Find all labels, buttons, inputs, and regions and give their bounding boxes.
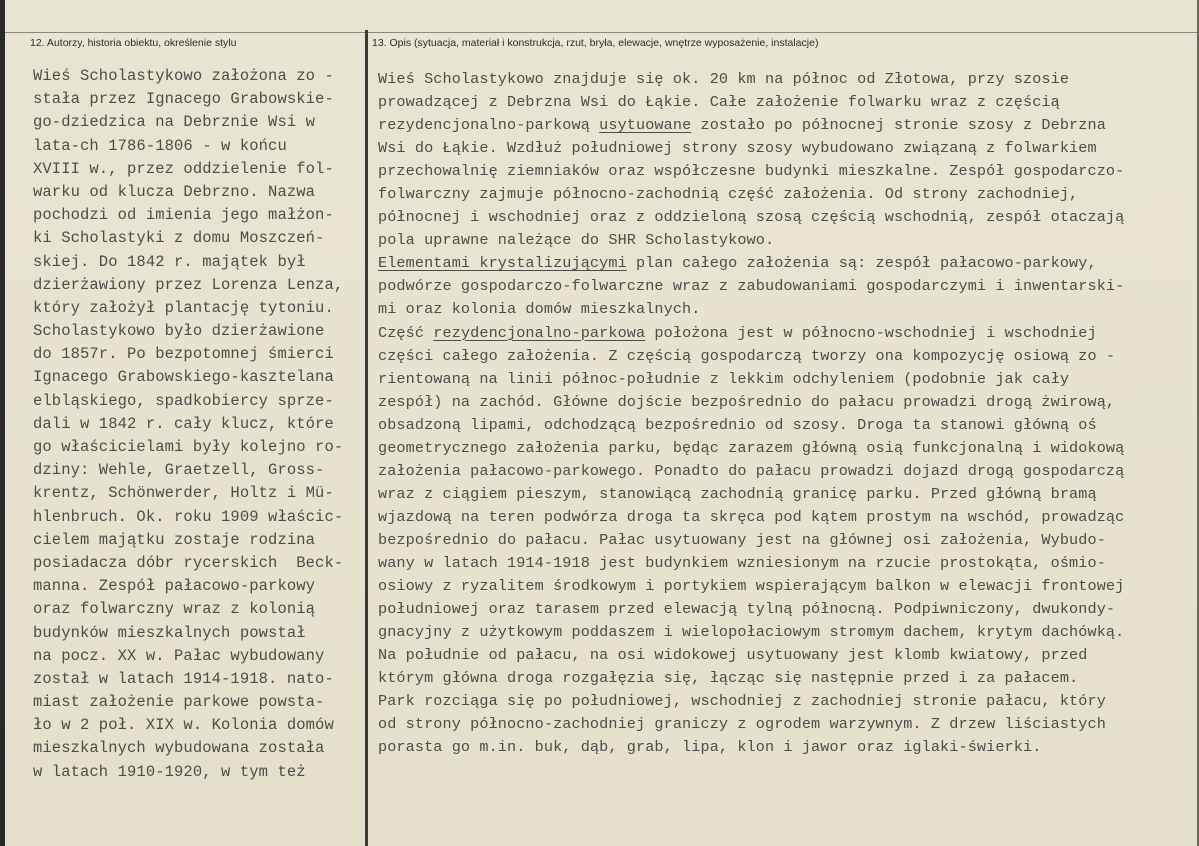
text-segment: prowadzącej z Debrzna Wsi do Łąkie. Całe założenie folwarku wraz z częścią xyxy=(378,93,1060,112)
text-segment: folwarczny zajmuje północno-zachodnią część założenia. Od strony zachodniej, xyxy=(378,185,1079,204)
text-segment: rezydencjonalno-parkową xyxy=(378,116,600,135)
text-segment: gnacyjny z użytkowym poddaszem i wielopołaciowym stromym dachem, krytym dachówką. xyxy=(378,623,1125,642)
text-segment: Park rozciąga się po południowej, wschodniej z zachodniej stronie pałacu, który xyxy=(378,692,1106,711)
history-text-line: go-dziedzica na Debrznie Wsi w xyxy=(33,113,316,132)
description-text-line xyxy=(378,114,1124,137)
description-text-line xyxy=(378,206,1124,229)
history-text-line: miast założenie parkowe powsta- xyxy=(33,693,325,712)
history-text-line: w latach 1910-1920, w tym też xyxy=(33,762,306,781)
text-segment: bezpośrednio do pałacu. Pałac usytuowany jest na głównej osi założenia, Wybudo- xyxy=(378,530,1106,549)
description-text-line xyxy=(378,460,1124,483)
text-segment: porasta go m.in. buk, dąb, grab, lipa, klon i jawor oraz iglaki-świerki. xyxy=(378,738,1042,757)
history-text-line: dziny: Wehle, Graetzell, Gross- xyxy=(33,461,325,480)
text-segment: Część xyxy=(378,323,434,342)
text-segment: którym główna droga rozgałęzia się, łącząc się następnie przed i za pałacem. xyxy=(378,669,1079,688)
text-segment: południowej oraz tarasem przed elewacją tylną północną. Podpiwniczony, dwukondy- xyxy=(378,600,1116,619)
description-text-line xyxy=(378,575,1124,598)
history-text-line: został w latach 1914-1918. nato- xyxy=(33,669,334,688)
description-text-line xyxy=(378,598,1124,621)
history-text-line: hlenbruch. Ok. roku 1909 właścic- xyxy=(33,507,344,526)
history-text-line: budynków mieszkalnych powstał xyxy=(33,623,306,642)
description-text-line xyxy=(378,68,1124,91)
description-text-line xyxy=(378,529,1124,552)
section-12-header: 12. Autorzy, historia obiektu, określenie stylu xyxy=(30,37,237,49)
text-segment: wjazdową na teren podwórza droga ta skręca pod kątem prostym na wschód, prowadząc xyxy=(378,507,1125,526)
text-segment: Na południe od pałacu, na osi widokowej usytuowany jest klomb kwiatowy, przed xyxy=(378,646,1088,665)
text-segment: plan całego założenia są: zespół pałacowo-parkowy, xyxy=(626,254,1097,273)
history-text-line: dali w 1842 r. cały klucz, które xyxy=(33,414,334,433)
text-segment: przechowalnię ziemniaków oraz współczesne budynki mieszkalne. Zespół gospodarczo- xyxy=(378,162,1125,181)
history-text-line: dzierżawiony przez Lorenza Lenza, xyxy=(33,275,344,294)
text-segment: wraz z ciągiem pieszym, stanowiącą zachodnią granicę parku. Przed główną bramą xyxy=(378,484,1097,503)
description-text-line xyxy=(378,345,1124,368)
history-text-line: pochodzi od imienia jego małżon- xyxy=(33,206,334,225)
history-text-line: który założył plantację tytoniu. xyxy=(33,298,334,317)
description-text-line xyxy=(378,736,1124,759)
text-segment: wany w latach 1914-1918 jest budynkiem wzniesionym na rzucie prostokąta, ośmio- xyxy=(378,553,1106,572)
description-text-line xyxy=(378,183,1124,206)
history-text-line: cielem majątku zostaje rodzina xyxy=(33,530,316,549)
description-text-line xyxy=(378,91,1124,114)
description-text-line xyxy=(378,137,1124,160)
description-text-column xyxy=(378,68,1124,759)
description-text-line xyxy=(378,275,1124,298)
description-text-line xyxy=(378,483,1124,506)
description-text-line xyxy=(378,552,1124,575)
description-text-line xyxy=(378,229,1124,252)
history-text-line: na pocz. XX w. Pałac wybudowany xyxy=(33,646,325,665)
history-text-line: manna. Zespół pałacowo-parkowy xyxy=(33,577,316,596)
text-segment: mi oraz kolonia domów mieszkalnych. xyxy=(378,300,701,319)
history-text-line: Wieś Scholastykowo założona zo - xyxy=(33,67,334,85)
description-text-line xyxy=(378,621,1124,644)
history-text-line: lata-ch 1786-1806 - w końcu xyxy=(33,136,287,155)
text-segment: północnej i wschodniej oraz z oddzieloną szosą częścią wschodnią, zespół otaczają xyxy=(378,208,1125,227)
history-text-line: oraz folwarczny wraz z kolonią xyxy=(33,600,316,619)
text-segment: pola uprawne należące do SHR Scholastykowo. xyxy=(378,231,775,250)
text-segment: Wsi do Łąkie. Wzdłuż południowej strony szosy wybudowano związaną z folwarkiem xyxy=(378,139,1097,158)
description-text-line xyxy=(378,160,1124,183)
history-text-line: warku od klucza Debrzno. Nazwa xyxy=(33,182,316,201)
history-text-line: Scholastykowo było dzierżawione xyxy=(33,322,325,341)
text-segment: Wieś Scholastykowo znajduje się ok. 20 km na północ od Złotowa, przy szosie xyxy=(378,70,1070,88)
description-text-line xyxy=(378,368,1124,391)
description-text-line xyxy=(378,644,1124,667)
history-text-line: skiej. Do 1842 r. majątek był xyxy=(33,252,306,271)
description-text-line xyxy=(378,414,1124,437)
underlined-term: Elementami krystalizującymi xyxy=(378,254,627,273)
underlined-term: usytuowane xyxy=(599,116,692,135)
description-text-line xyxy=(378,713,1124,736)
history-text-line: ki Scholastyki z domu Moszczeń- xyxy=(33,229,325,248)
section-13-header: 13. Opis (sytuacja, materiał i konstrukcja, rzut, bryła, elewacje, wnętrze wyposażenie, instalacje) xyxy=(372,37,819,49)
history-text-line: stała przez Ignacego Grabowskie- xyxy=(33,90,334,109)
history-text-line: Ignacego Grabowskiego-kasztelana xyxy=(33,368,334,387)
text-segment: rientowaną na linii północ-południe z lekkim odchyleniem (podobnie jak cały xyxy=(378,369,1070,388)
description-text-line xyxy=(378,437,1124,460)
text-segment: zostało po północnej stronie szosy z Debrzna xyxy=(691,116,1106,135)
text-segment: osiowy z ryzalitem środkowym i portykiem wspierającym balkon w elewacji frontowej xyxy=(378,577,1125,596)
description-text-line xyxy=(378,506,1124,529)
history-text-line: elbląskiego, spadkobiercy sprze- xyxy=(33,391,334,410)
text-segment: założenia pałacowo-parkowego. Ponadto do pałacu prowadzi dojazd drogą gospodarczą xyxy=(378,461,1125,480)
history-text-column xyxy=(33,65,343,784)
text-segment: zespół) na zachód. Główne dojście bezpośrednio do pałacu prowadzi drogą żwirową, xyxy=(378,392,1116,411)
text-segment: obsadzoną lipami, odchodzącą bezpośrednio od szosy. Droga ta stanowi główną oś xyxy=(378,415,1097,434)
text-segment: części całego założenia. Z częścią gospodarczą tworzy ona kompozycję osiową zo - xyxy=(378,346,1116,365)
description-text-line xyxy=(378,298,1124,321)
scan-edge-left xyxy=(0,0,5,846)
history-text-line: go właścicielami były kolejno ro- xyxy=(33,438,344,456)
history-text-line: do 1857r. Po bezpotomnej śmierci xyxy=(33,345,334,364)
history-text-line: posiadacza dóbr rycerskich Beck- xyxy=(33,553,344,572)
description-text-line xyxy=(378,322,1124,345)
history-text-line: ło w 2 poł. XIX w. Kolonia domów xyxy=(33,716,334,735)
description-text-line xyxy=(378,252,1124,275)
text-segment: podwórze gospodarczo-folwarczne wraz z zabudowaniami gospodarczymi i inwentarski- xyxy=(378,277,1125,296)
description-text-line xyxy=(378,391,1124,414)
text-segment: położona jest w północno-wschodniej i wschodniej xyxy=(645,323,1097,342)
underlined-term: rezydencjonalno-parkowa xyxy=(433,323,646,342)
column-divider xyxy=(365,30,368,846)
description-text-line xyxy=(378,667,1124,690)
history-text-line: XVIII w., przez oddzielenie fol- xyxy=(33,159,334,178)
history-text-line: mieszkalnych wybudowana została xyxy=(33,739,325,758)
description-text-line xyxy=(378,690,1124,713)
text-segment: geometrycznego założenia parku, będąc zarazem główną osią funkcjonalną i widokową xyxy=(378,438,1125,457)
top-rule xyxy=(5,32,1197,33)
text-segment: od strony północno-zachodniej graniczy z ogrodem warzywnym. Z drzew liściastych xyxy=(378,715,1106,734)
history-text-line: krentz, Schönwerder, Holtz i Mü- xyxy=(33,484,334,503)
